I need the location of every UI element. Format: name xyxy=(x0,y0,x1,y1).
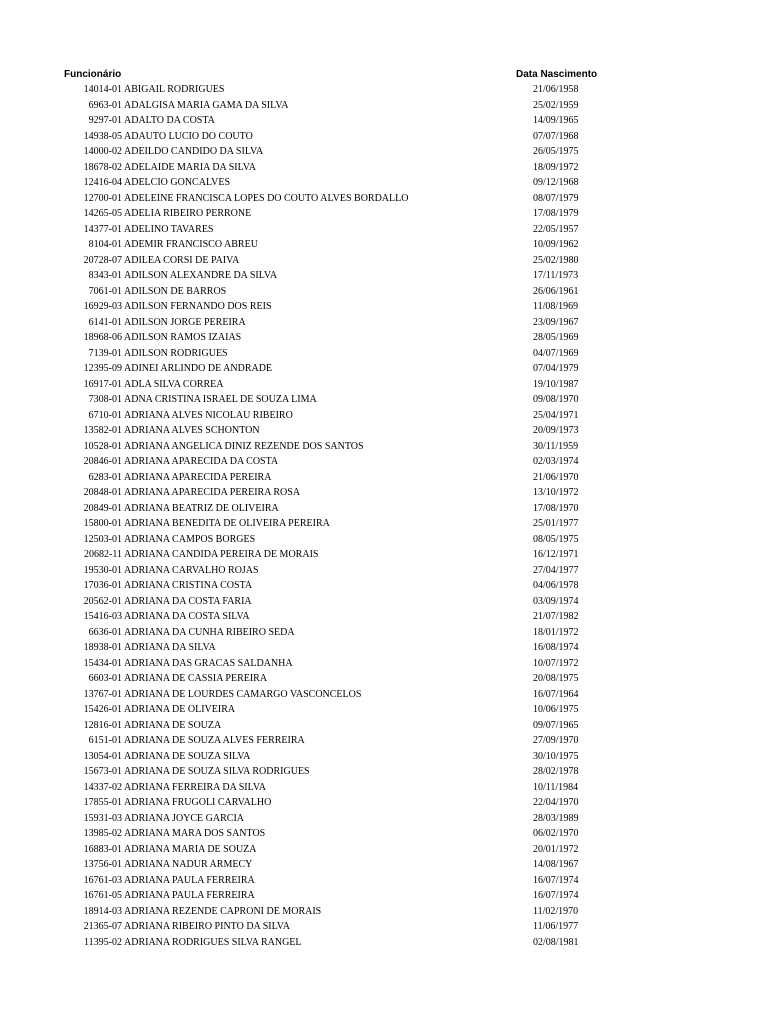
birth-date: 17/08/1970 xyxy=(533,502,579,514)
employee-id: 18938-01 xyxy=(83,642,122,653)
employee-name: ADRIANA ALVES NICOLAU RIBEIRO xyxy=(124,409,293,421)
employee-name: ADRIANA DA COSTA FARIA xyxy=(124,595,252,607)
employee-id: 14000-02 xyxy=(83,146,122,157)
list-item xyxy=(0,782,768,798)
employee-id: 17036-01 xyxy=(83,580,122,591)
birth-date: 25/01/1977 xyxy=(533,518,579,529)
list-item xyxy=(0,472,768,488)
list-item xyxy=(0,115,768,131)
employee-name: ADRIANA DE SOUZA xyxy=(124,719,222,731)
list-item xyxy=(0,100,768,116)
list-item xyxy=(0,735,768,751)
employee-id: 15931-03 xyxy=(83,812,122,824)
employee-name: ADRIANA DAS GRACAS SALDANHA xyxy=(124,657,293,669)
list-item xyxy=(0,270,768,286)
employee-id: 20682-11 xyxy=(84,549,122,560)
employee-id: 19530-01 xyxy=(83,564,122,576)
list-item xyxy=(0,239,768,255)
employee-id: 14938-05 xyxy=(83,130,122,142)
employee-id: 6963-01 xyxy=(88,99,122,111)
birth-date: 17/11/1973 xyxy=(533,270,579,281)
birth-date: 16/12/1971 xyxy=(533,549,579,560)
employee-id: 15673-01 xyxy=(83,766,122,777)
employee-name: ADRIANA DE OLIVEIRA xyxy=(124,704,236,715)
employee-id: 21365-07 xyxy=(83,921,122,932)
employee-id: 9297-01 xyxy=(88,115,122,126)
birth-date: 22/04/1970 xyxy=(533,797,579,808)
birth-date: 04/07/1969 xyxy=(533,347,579,359)
employee-id: 12700-01 xyxy=(83,192,122,204)
employee-id: 15416-03 xyxy=(83,611,122,622)
birth-date: 07/07/1968 xyxy=(533,130,579,142)
birth-date: 10/06/1975 xyxy=(533,704,579,715)
birth-date: 11/02/1970 xyxy=(533,905,579,917)
birth-date: 28/03/1989 xyxy=(533,812,579,824)
list-item xyxy=(0,503,768,519)
list-item xyxy=(0,518,768,534)
employee-name: ADRIANA JOYCE GARCIA xyxy=(124,812,245,824)
list-item xyxy=(0,704,768,720)
employee-name: ADALTO DA COSTA xyxy=(124,115,215,126)
list-item xyxy=(0,751,768,767)
employee-name: ADAUTO LUCIO DO COUTO xyxy=(124,130,253,142)
employee-name: ADRIANA ANGELICA DINIZ REZENDE DOS SANTOS xyxy=(124,440,364,452)
employee-name: ADRIANA CARVALHO ROJAS xyxy=(124,564,259,576)
employee-name: ADELINO TAVARES xyxy=(124,223,214,235)
birth-date: 04/06/1978 xyxy=(533,580,579,591)
employee-name: ADRIANA REZENDE CAPRONI DE MORAIS xyxy=(124,905,322,917)
employee-id: 13767-01 xyxy=(83,688,122,700)
birth-date: 20/08/1975 xyxy=(533,673,579,684)
birth-date: 11/06/1977 xyxy=(533,921,579,932)
employee-id: 15426-01 xyxy=(83,704,122,715)
birth-date: 14/09/1965 xyxy=(533,115,579,126)
birth-date: 16/07/1964 xyxy=(533,688,579,700)
list-item xyxy=(0,348,768,364)
birth-date: 09/07/1965 xyxy=(533,719,579,731)
list-item xyxy=(0,766,768,782)
employee-name: ADRIANA APARECIDA PEREIRA xyxy=(124,471,272,483)
employee-name: ADRIANA DE SOUZA ALVES FERREIRA xyxy=(124,735,305,746)
employee-name: ADILSON JORGE PEREIRA xyxy=(124,316,246,328)
birth-date: 16/07/1974 xyxy=(533,874,579,886)
employee-name: ADRIANA RIBEIRO PINTO DA SILVA xyxy=(124,921,290,932)
birth-date: 16/07/1974 xyxy=(533,890,579,901)
birth-date: 09/08/1970 xyxy=(533,394,579,405)
list-item xyxy=(0,844,768,860)
birth-date: 25/02/1980 xyxy=(533,254,579,266)
list-item xyxy=(0,441,768,457)
birth-date: 02/08/1981 xyxy=(533,936,579,948)
employee-name: ADRIANA DA SILVA xyxy=(124,642,216,653)
employee-name: ADINEI ARLINDO DE ANDRADE xyxy=(124,363,273,374)
birth-date: 06/02/1970 xyxy=(533,828,579,839)
list-item xyxy=(0,146,768,162)
birth-date: 30/11/1959 xyxy=(533,440,579,452)
employee-name: ADRIANA NADUR ARMECY xyxy=(124,859,253,870)
birth-date: 18/01/1972 xyxy=(533,626,579,638)
employee-id: 16929-03 xyxy=(83,301,122,312)
list-item xyxy=(0,425,768,441)
employee-id: 18968-06 xyxy=(83,332,122,343)
list-item xyxy=(0,286,768,302)
birth-date: 28/02/1978 xyxy=(533,766,579,777)
employee-name: ADALGISA MARIA GAMA DA SILVA xyxy=(124,99,289,111)
employee-id: 7308-01 xyxy=(88,394,122,405)
employee-name: ADRIANA APARECIDA DA COSTA xyxy=(124,456,279,467)
employee-id: 11395-02 xyxy=(84,936,122,948)
employee-name: ADELEINE FRANCISCA LOPES DO COUTO ALVES BORDALLO xyxy=(124,192,409,204)
birth-date: 23/09/1967 xyxy=(533,316,579,328)
birth-date: 26/05/1975 xyxy=(533,146,579,157)
employee-name: ABIGAIL RODRIGUES xyxy=(124,84,225,95)
employee-id: 13054-01 xyxy=(83,750,122,762)
employee-name: ADILSON ALEXANDRE DA SILVA xyxy=(124,270,278,281)
list-item xyxy=(0,224,768,240)
list-item xyxy=(0,317,768,333)
employee-name: ADRIANA CAMPOS BORGES xyxy=(124,533,256,545)
employee-id: 14265-05 xyxy=(83,208,122,219)
employee-name: ADELIA RIBEIRO PERRONE xyxy=(124,208,252,219)
employee-id: 16917-01 xyxy=(83,378,122,390)
employee-id: 15800-01 xyxy=(83,518,122,529)
list-item xyxy=(0,379,768,395)
employee-id: 13582-01 xyxy=(83,425,122,436)
employee-id: 6636-01 xyxy=(88,626,122,638)
employee-name: ADELCIO GONCALVES xyxy=(124,177,231,188)
employee-name: ADRIANA FRUGOLI CARVALHO xyxy=(124,797,272,808)
employee-id: 12816-01 xyxy=(83,719,122,731)
birth-date: 20/01/1972 xyxy=(533,843,579,855)
birth-date: 17/08/1979 xyxy=(533,208,579,219)
employee-name: ADILSON FERNANDO DOS REIS xyxy=(124,301,272,312)
employee-id: 17855-01 xyxy=(83,797,122,808)
list-item xyxy=(0,627,768,643)
list-item xyxy=(0,177,768,193)
employee-name: ADRIANA CRISTINA COSTA xyxy=(124,580,253,591)
employee-name: ADRIANA DE LOURDES CAMARGO VASCONCELOS xyxy=(124,688,362,700)
birth-date: 21/06/1958 xyxy=(533,84,579,95)
employee-name: ADRIANA PAULA FERREIRA xyxy=(124,874,255,886)
list-item xyxy=(0,363,768,379)
list-item xyxy=(0,487,768,503)
birth-date: 26/06/1961 xyxy=(533,285,579,297)
list-item xyxy=(0,921,768,937)
birth-date: 14/08/1967 xyxy=(533,859,579,870)
employee-name: ADRIANA DE SOUZA SILVA RODRIGUES xyxy=(124,766,310,777)
birth-date: 10/11/1984 xyxy=(533,781,579,793)
employee-name: ADLA SILVA CORREA xyxy=(124,378,224,390)
list-item xyxy=(0,410,768,426)
list-item xyxy=(0,890,768,906)
employee-id: 7139-01 xyxy=(88,347,122,359)
employee-name: ADRIANA MARIA DE SOUZA xyxy=(124,843,257,855)
list-item xyxy=(0,596,768,612)
birth-date: 03/09/1974 xyxy=(533,595,579,607)
birth-date: 27/09/1970 xyxy=(533,735,579,746)
employee-id: 15434-01 xyxy=(83,657,122,669)
list-item xyxy=(0,875,768,891)
birth-date: 16/08/1974 xyxy=(533,642,579,653)
employee-id: 14377-01 xyxy=(83,223,122,235)
birth-date: 19/10/1987 xyxy=(533,378,579,390)
employee-id: 20562-01 xyxy=(83,595,122,607)
list-item xyxy=(0,673,768,689)
employee-name: ADRIANA APARECIDA PEREIRA ROSA xyxy=(124,487,301,498)
employee-name: ADRIANA DE SOUZA SILVA xyxy=(124,750,251,762)
list-item xyxy=(0,642,768,658)
employee-id: 13985-02 xyxy=(83,828,122,839)
list-item xyxy=(0,456,768,472)
employee-id: 7061-01 xyxy=(88,285,122,297)
list-item xyxy=(0,828,768,844)
birth-date: 07/04/1979 xyxy=(533,363,579,374)
employee-id: 16761-05 xyxy=(83,890,122,901)
employee-id: 6710-01 xyxy=(88,409,122,421)
employee-name: ADILSON RAMOS IZAIAS xyxy=(124,332,242,343)
employee-name: ADELAIDE MARIA DA SILVA xyxy=(124,161,256,173)
employee-name: ADEMIR FRANCISCO ABREU xyxy=(124,239,258,250)
birth-date: 18/09/1972 xyxy=(533,161,579,173)
list-item xyxy=(0,549,768,565)
employee-id: 6283-01 xyxy=(88,471,122,483)
employee-id: 18678-02 xyxy=(83,161,122,173)
list-item xyxy=(0,906,768,922)
list-item xyxy=(0,689,768,705)
employee-column-header: Funcionário xyxy=(64,69,122,80)
employee-name: ADRIANA BEATRIZ DE OLIVEIRA xyxy=(124,502,279,514)
employee-id: 20849-01 xyxy=(83,502,122,514)
employee-id: 8104-01 xyxy=(88,239,122,250)
list-item xyxy=(0,193,768,209)
employee-id: 12416-04 xyxy=(83,177,122,188)
employee-name: ADNA CRISTINA ISRAEL DE SOUZA LIMA xyxy=(124,394,317,405)
birth-date: 30/10/1975 xyxy=(533,750,579,762)
birth-date: 09/12/1968 xyxy=(533,177,579,188)
birth-date: 13/10/1972 xyxy=(533,487,579,498)
employee-id: 12503-01 xyxy=(83,533,122,545)
employee-name: ADILEA CORSI DE PAIVA xyxy=(124,254,240,266)
list-item xyxy=(0,394,768,410)
birth-date: 11/08/1969 xyxy=(533,301,579,312)
birth-date: 22/05/1957 xyxy=(533,223,579,235)
employee-id: 16883-01 xyxy=(83,843,122,855)
birth-date: 10/09/1962 xyxy=(533,239,579,250)
employee-name: ADRIANA BENEDITA DE OLIVEIRA PEREIRA xyxy=(124,518,330,529)
list-item xyxy=(0,580,768,596)
birth-date: 25/04/1971 xyxy=(533,409,579,421)
list-item xyxy=(0,534,768,550)
list-item xyxy=(0,611,768,627)
birth-date: 08/05/1975 xyxy=(533,533,579,545)
birth-date: 21/06/1970 xyxy=(533,471,579,483)
employee-id: 14014-01 xyxy=(83,84,122,95)
birth-date: 02/03/1974 xyxy=(533,456,579,467)
list-item xyxy=(0,859,768,875)
employee-list xyxy=(0,84,768,952)
birth-date: 28/05/1969 xyxy=(533,332,579,343)
employee-name: ADRIANA DE CASSIA PEREIRA xyxy=(124,673,268,684)
list-item xyxy=(0,720,768,736)
list-item xyxy=(0,255,768,271)
employee-id: 16761-03 xyxy=(83,874,122,886)
list-item xyxy=(0,565,768,581)
birth-date: 20/09/1973 xyxy=(533,425,579,436)
employee-name: ADRIANA FERREIRA DA SILVA xyxy=(124,781,266,793)
employee-id: 6141-01 xyxy=(88,316,122,328)
employee-id: 20846-01 xyxy=(83,456,122,467)
list-item xyxy=(0,937,768,953)
birth-date: 27/04/1977 xyxy=(533,564,579,576)
employee-id: 14337-02 xyxy=(83,781,122,793)
birth-date: 10/07/1972 xyxy=(533,657,579,669)
employee-name: ADRIANA DA COSTA SILVA xyxy=(124,611,250,622)
list-item xyxy=(0,813,768,829)
employee-id: 12395-09 xyxy=(83,363,122,374)
list-item xyxy=(0,208,768,224)
employee-id: 6151-01 xyxy=(88,735,122,746)
employee-name: ADEILDO CANDIDO DA SILVA xyxy=(124,146,264,157)
employee-id: 18914-03 xyxy=(83,905,122,917)
list-item xyxy=(0,797,768,813)
employee-id: 13756-01 xyxy=(83,859,122,870)
employee-name: ADRIANA PAULA FERREIRA xyxy=(124,890,255,901)
list-item xyxy=(0,658,768,674)
birth-date: 25/02/1959 xyxy=(533,99,579,111)
employee-id: 6603-01 xyxy=(88,673,122,684)
list-item xyxy=(0,84,768,100)
birth-date: 21/07/1982 xyxy=(533,611,579,622)
employee-name: ADRIANA DA CUNHA RIBEIRO SEDA xyxy=(124,626,295,638)
employee-name: ADILSON DE BARROS xyxy=(124,285,227,297)
employee-name: ADRIANA MARA DOS SANTOS xyxy=(124,828,266,839)
employee-id: 10528-01 xyxy=(83,440,122,452)
employee-name: ADILSON RODRIGUES xyxy=(124,347,228,359)
list-item xyxy=(0,332,768,348)
employee-name: ADRIANA RODRIGUES SILVA RANGEL xyxy=(124,936,302,948)
list-item xyxy=(0,131,768,147)
employee-id: 8343-01 xyxy=(88,270,122,281)
employee-id: 20848-01 xyxy=(83,487,122,498)
list-item xyxy=(0,162,768,178)
employee-id: 20728-07 xyxy=(83,254,122,266)
list-item xyxy=(0,301,768,317)
birth-date: 08/07/1979 xyxy=(533,192,579,204)
birthdate-column-header: Data Nascimento xyxy=(516,69,598,80)
employee-name: ADRIANA CANDIDA PEREIRA DE MORAIS xyxy=(124,549,319,560)
employee-name: ADRIANA ALVES SCHONTON xyxy=(124,425,260,436)
